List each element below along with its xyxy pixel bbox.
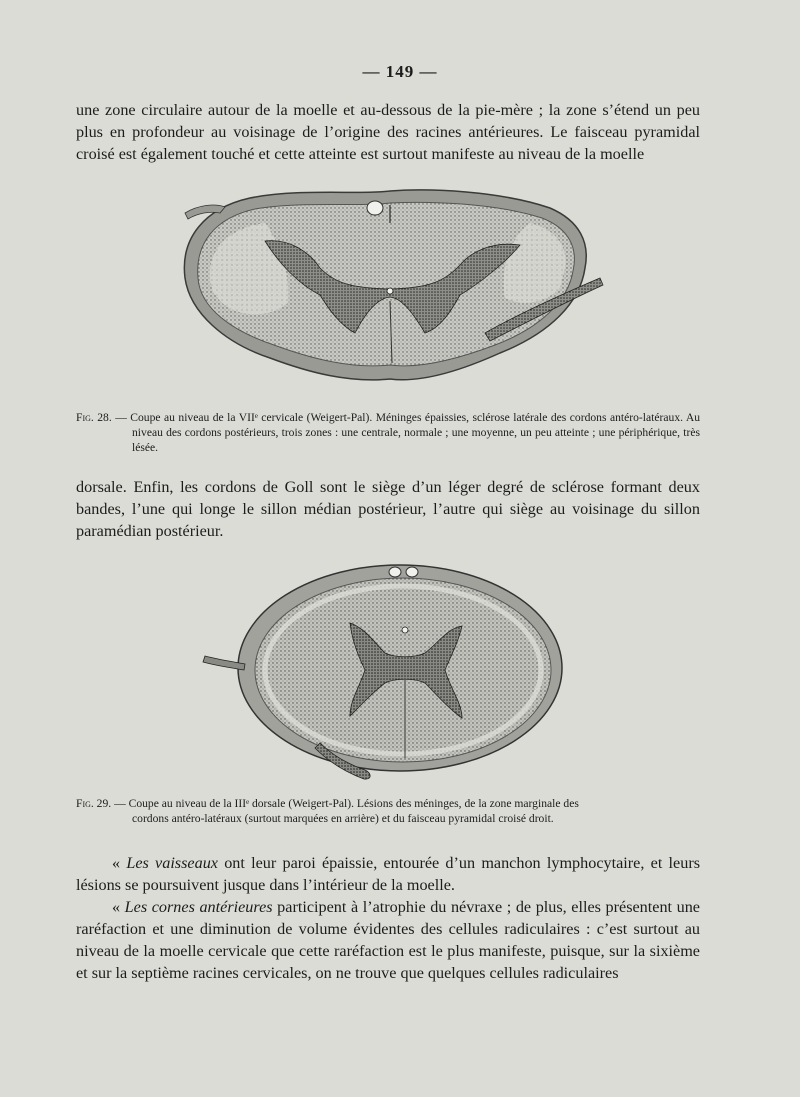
- open-quote-2: «: [112, 898, 125, 916]
- paragraph-3: [76, 852, 700, 984]
- figure-28-label: Fig. 28.: [76, 411, 112, 424]
- paragraph-vaisseaux: [76, 852, 700, 896]
- page-number: — 149 —: [362, 62, 438, 81]
- figure-28-caption-line: [76, 410, 700, 455]
- italic-vaisseaux: Les vaisseaux: [126, 854, 218, 872]
- paragraph-cornes: [76, 896, 700, 984]
- figure-29-illustration: [200, 558, 570, 783]
- figure-29-spinal-cord-section: [200, 558, 570, 783]
- paragraph-2-text: dorsale. Enfin, les cordons de Goll sont le siège d’un léger degré de sclérose formant deux bandes, l’une qui longe le sillon médian postérieur, l’autre qui siège au voisinage du sillon paramédian postérieur.: [76, 478, 700, 540]
- paragraph-vaisseaux-text: ont leur paroi épaissie, entourée d’un manchon lymphocytaire, et leurs lésions se poursuivent jusque dans l’intérieur de la moelle.: [76, 854, 701, 894]
- figure-29-caption-first: — Coupe au niveau de la IIIᵉ dorsale (Weigert-Pal). Lésions des méninges, de la zone marginale des: [114, 797, 579, 810]
- paragraph-cornes-text: participent à l’atrophie du névraxe ; de plus, elles présentent une raréfaction et une diminution de volume évidentes des cellules radiculaires : c’est surtout au niveau de la moelle cervicale que cette raréfaction est le plus manifeste, puisque, sur la sixième et sur la septième racines cervicales, on ne trouve que quelques cellules radiculaires: [76, 898, 700, 982]
- paragraph-2: [76, 476, 700, 542]
- paragraph-1-text: une zone circulaire autour de la moelle et au-dessous de la pie-mère ; la zone s’étend un peu plus en profondeur au voisinage de l’origine des racines antérieures. Le faisceau pyramidal croisé est également touché et cette atteinte est surtout manifeste au niveau de la moelle: [76, 101, 700, 163]
- figure-28-illustration: [170, 183, 610, 388]
- italic-cornes: Les cornes antérieures: [124, 898, 273, 916]
- figure-28-spinal-cord-section: [170, 183, 610, 388]
- figure-29-caption-rest: cordons antéro-latéraux (surtout marquées en arrière) et du faisceau pyramidal croisé droit.: [132, 812, 554, 825]
- figure-28-caption-first: — Coupe au niveau de la VIIᵉ cervicale (Weigert-Pal). Méninges épaissies, sclérose latérale des cordons: [115, 411, 607, 424]
- figure-28-caption: [76, 410, 700, 455]
- figure-28-caption-rest: antéro-latéraux. Au niveau des cordons postérieurs, trois zones : une centrale, normale ; une moyenne, un peu atteinte ; une périphérique, très lésée.: [132, 411, 701, 454]
- figure-29-caption-line1: [76, 797, 579, 810]
- figure-29-label: Fig. 29.: [76, 797, 112, 810]
- open-quote-1: «: [112, 854, 127, 872]
- figure-29-caption: [76, 796, 700, 826]
- paragraph-1: [76, 99, 700, 165]
